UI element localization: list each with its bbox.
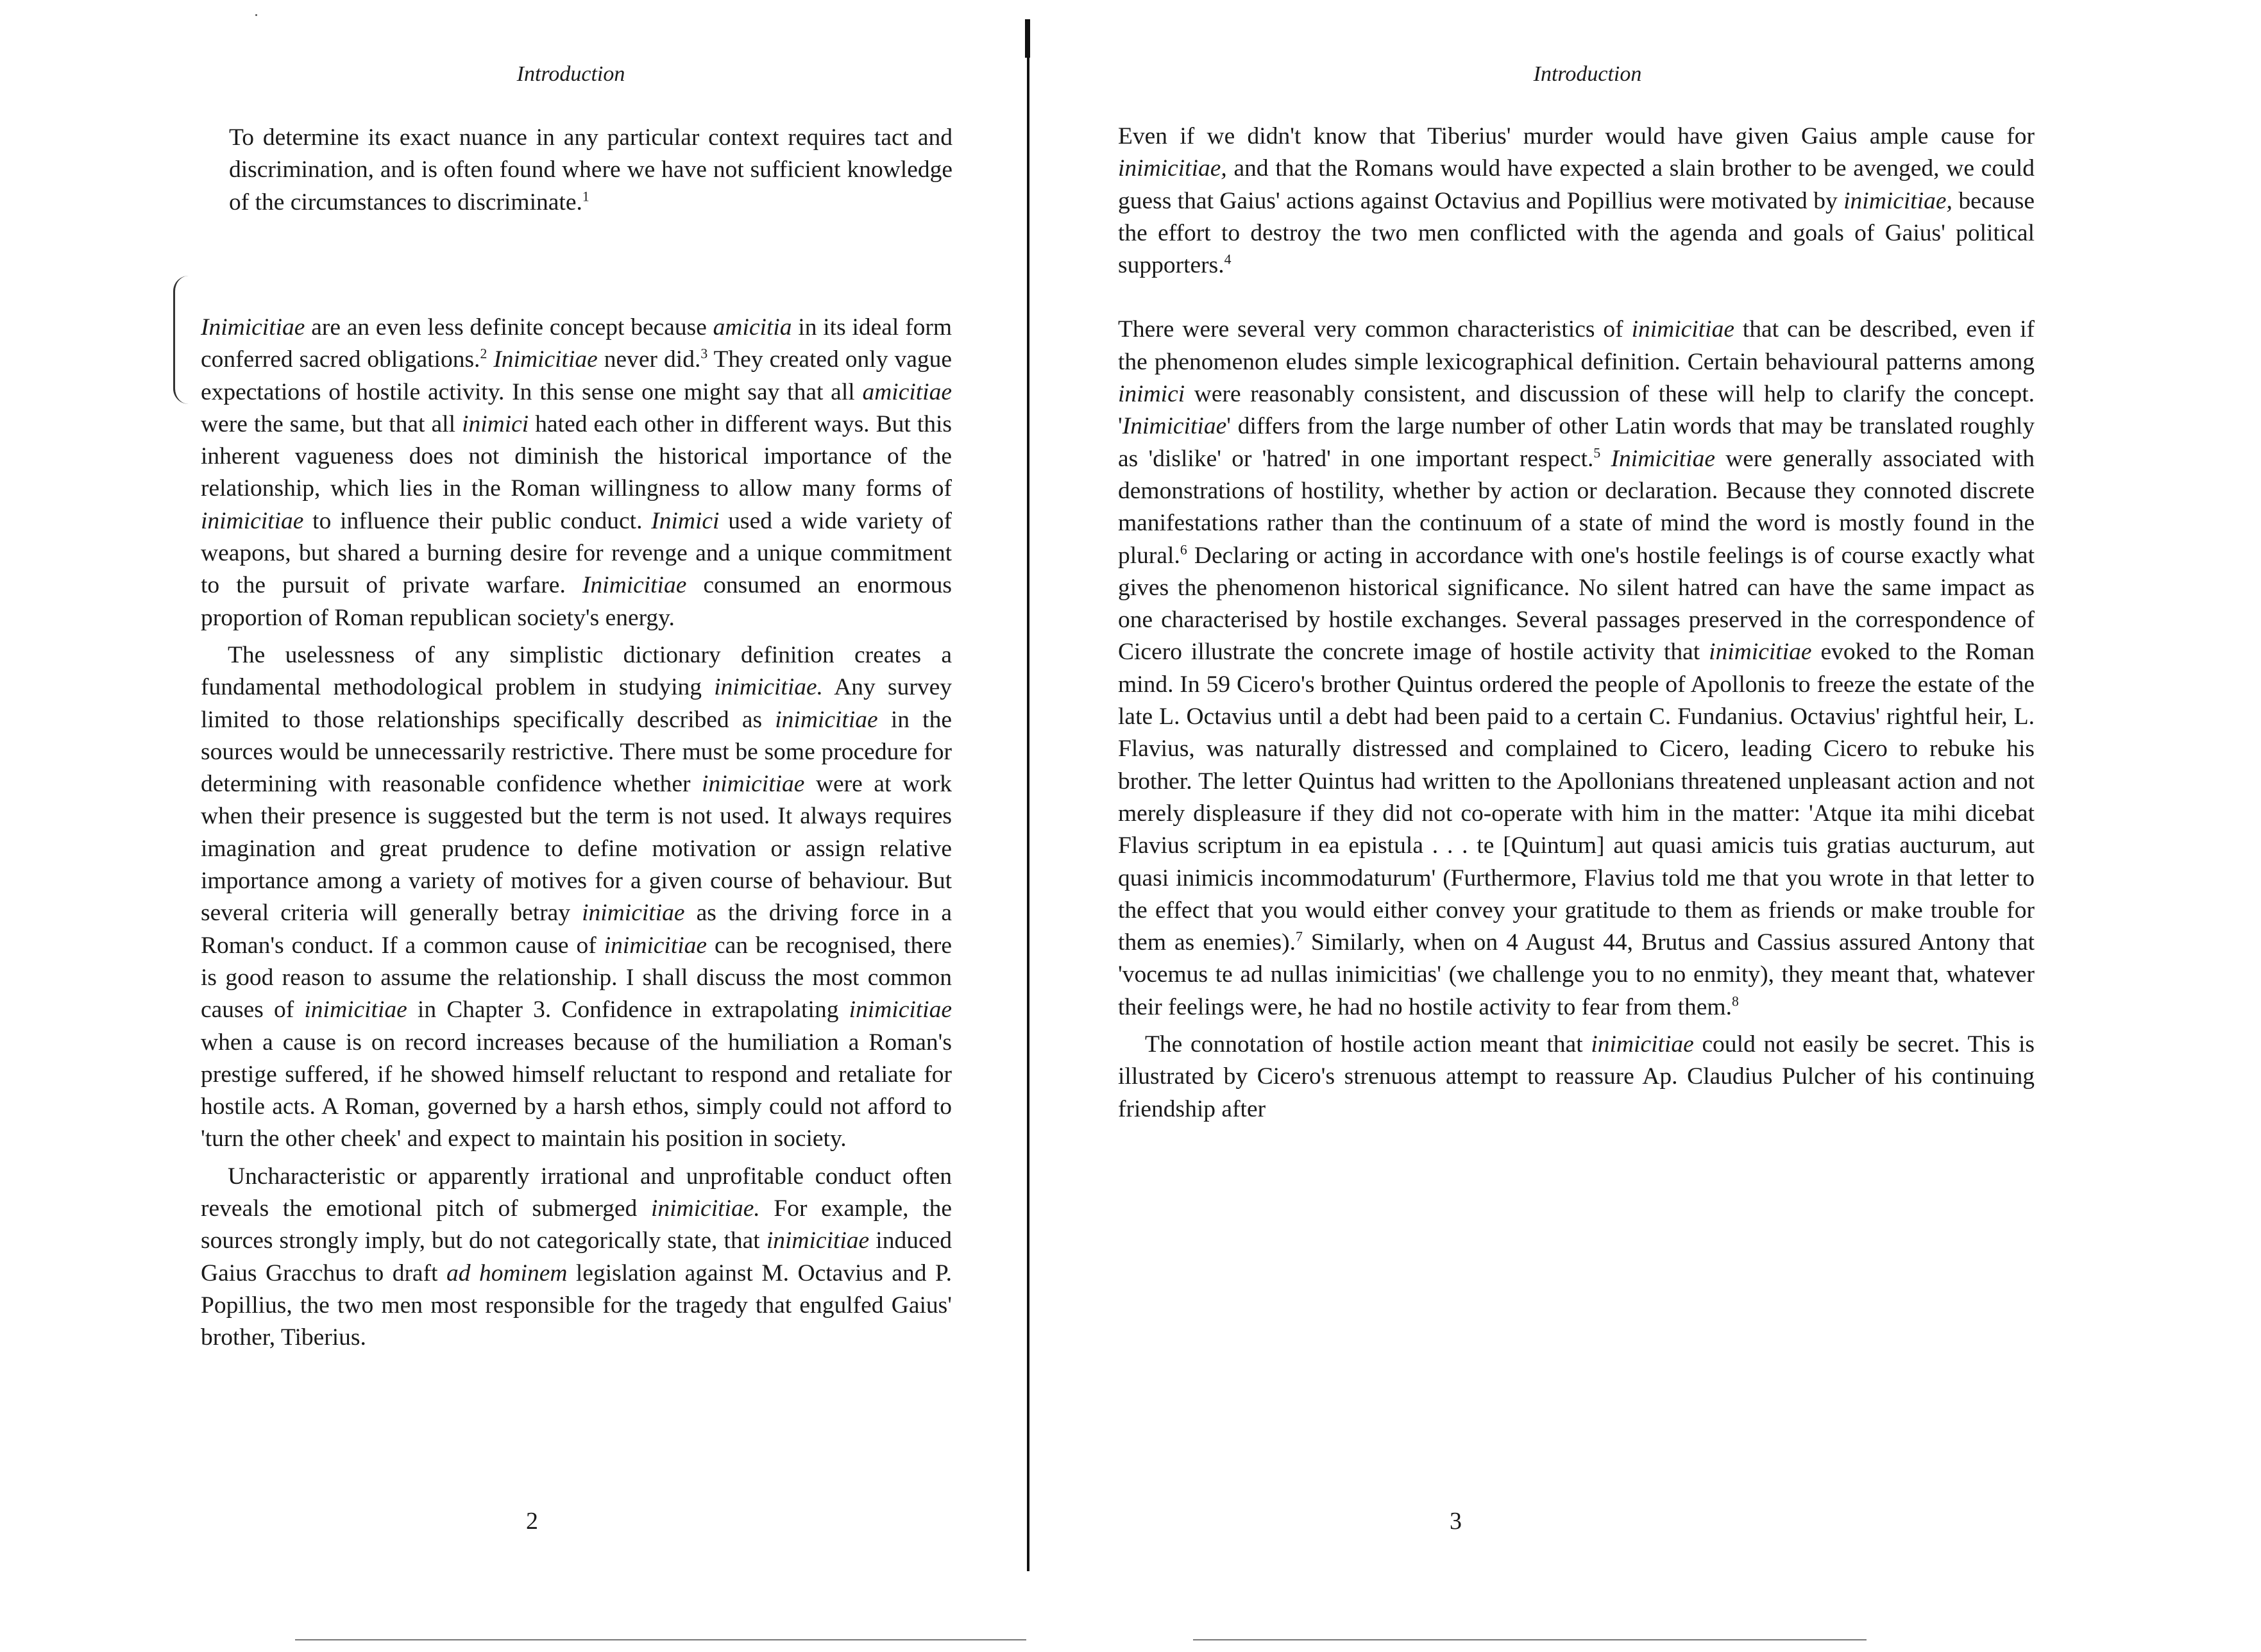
scan-edge-line-right [1193, 1639, 1867, 1640]
page-number-left: 2 [526, 1508, 538, 1535]
paragraph-4: Even if we didn't know that Tiberius' murder would have given Gaius ample cause for inimicitiae, and that the Romans would have expected a slain brother to be avenged, we could guess that Gaius' actions against Octavius and Popillius were motivated by inimicitiae, because the effort to destroy the two men conflicted with the agenda and goals of Gaius' political supporters.$^4$ [1118, 123, 2035, 279]
footnote-ref-3: 3 [700, 346, 708, 362]
running-header-right: Introduction [1533, 62, 1642, 86]
left-body-text [201, 312, 952, 1354]
footnote-ref-1: 1 [582, 189, 589, 205]
paragraph-6: The connotation of hostile action meant that inimicitiae could not easily be secret. This is illustrated by Cicero's strenuous attempt to reassure Ap. Claudius Pulcher of his continuing friendship after [1118, 1031, 2035, 1122]
scan-speck [255, 14, 257, 16]
block-quote-text: To determine its exact nuance in any particular context requires tact and discrimination, and is often found where we have not sufficient knowledge of the circumstances to discriminate.$^1$ [229, 124, 953, 215]
paragraph-1: Inimicitiae are an even less definite concept because amicitia in its ideal form conferred sacred obligations.$^2$ Inimicitiae never did.$^3$ They created only vague expectations of hostile activity. In this sense one might say that all amicitiae were the same, but that all inimici hated each other in different ways. But this inherent vagueness does not diminish the historical importance of the relationship, which lies in the Roman willingness to allow many forms of inimicitiae to influence their public conduct. Inimici used a wide variety of weapons, but shared a burning desire for revenge and a unique commitment to the pursuit of private warfare. Inimicitiae consumed an enormous proportion of Roman republican society's energy. [201, 314, 953, 631]
margin-pencil-mark [173, 276, 201, 404]
footnote-ref-2: 2 [480, 346, 487, 362]
footnote-ref-4: 4 [1224, 251, 1232, 267]
page-number-right: 3 [1450, 1508, 1462, 1535]
footnote-ref-5: 5 [1593, 445, 1601, 461]
left-page [0, 0, 1026, 1652]
running-header-left: Introduction [516, 62, 625, 86]
footnote-ref-6: 6 [1180, 542, 1187, 558]
scan-edge-line-left [295, 1639, 1026, 1640]
footnote-ref-8: 8 [1731, 993, 1739, 1009]
footnote-ref-7: 7 [1295, 929, 1303, 945]
paragraph-5: There were several very common characteristics of inimicitiae that can be described, even if the phenomenon eludes simple lexicographical definition. Certain behavioural patterns among inimici were reasonably consistent, and discussion of these will help to clarify the concept. 'Inimicitiae' differs from the large number of other Latin words that may be translated roughly as 'dislike' or 'hatred' in one important respect.$^5$ Inimicitiae were generally associated with demonstrations of hostility, whether by action or declaration. Because they connoted discrete manifestations rather than the continuum of a state of mind the word is mostly found in the plural.$^6$ Declaring or acting in accordance with one's hostile feelings is of course exactly what gives the phenomenon historical significance. No silent hatred can have the same impact as one characterised by hostile exchanges. Several passages preserved in the correspondence of Cicero illustrate the concrete image of hostile activity that inimicitiae evoked to the Roman mind. In 59 Cicero's brother Quintus ordered the people of Apollonis to freeze the estate of the late L. Octavius until a debt had been paid to a certain C. Fundanius. Octavius' rightful heir, L. Flavius, was naturally distressed and complained to Cicero, leading Cicero to rebuke his brother. The letter Quintus had written to the Apollonians threatened unpleasant action and not merely displeasure if they did not co-operate with him in the matter: 'Atque ita mihi dicebat Flavius scriptum in ea epistula . . . te [Quintum] aut quasi amicis tuis gratias aucturum, aut quasi inimicis incommodaturum' (Furthermore, Flavius told me that you wrote in that letter to the effect that you would either convey your gratitude to them as friends or make trouble for them as enemies).$^7$ Similarly, when on 4 August 44, Brutus and Cassius assured Antony that 'vocemus te ad nullas inimicitias' (we challenge you to no enmity), they meant that, whatever their feelings were, he had no hostile activity to fear from them.$^8$ [1118, 316, 2035, 1020]
paragraph-2: The uselessness of any simplistic dictionary definition creates a fundamental methodological problem in studying inimicitiae. Any survey limited to those relationships specifically described as inimicitiae in the sources would be unnecessarily restrictive. There must be some procedure for determining with reasonable confidence whether inimicitiae were at work when their presence is suggested but the term is not used. It always requires imagination and great prudence to define motivation or assign relative importance among a variety of motives for a given course of behaviour. But several criteria will generally betray inimicitiae as the driving force in a Roman's conduct. If a common cause of inimicitiae can be recognised, there is good reason to assume the relationship. I shall discuss the most common causes of inimicitiae in Chapter 3. Confidence in extrapolating inimicitiae when a cause is on record increases because of the humiliation a Roman's prestige suffered, if he showed himself reluctant to respond and retaliate for hostile acts. A Roman, governed by a harsh ethos, simply could not afford to 'turn the other cheek' and expect to maintain his position in society. [201, 641, 953, 1152]
right-body-text [1118, 121, 2035, 1125]
paragraph-3: Uncharacteristic or apparently irrational and unprofitable conduct often reveals the emotional pitch of submerged inimicitiae. For example, the sources strongly imply, but do not categorically state, that inimicitiae induced Gaius Gracchus to draft ad hominem legislation against M. Octavius and P. Popillius, the two men most responsible for the tragedy that engulfed Gaius' brother, Tiberius. [201, 1163, 953, 1351]
right-page [1026, 0, 2261, 1652]
block-quote [229, 122, 953, 219]
